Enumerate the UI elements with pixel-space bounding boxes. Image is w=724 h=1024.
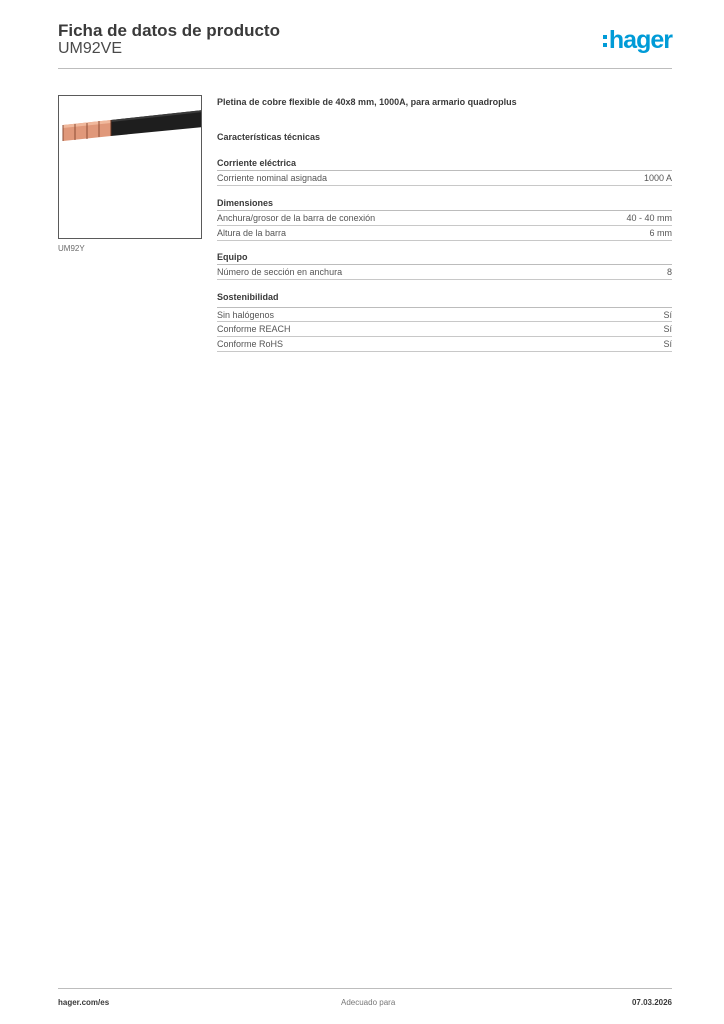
header-divider [58, 68, 672, 69]
spec-value: 40 - 40 mm [626, 213, 672, 223]
product-details [217, 96, 672, 352]
spec-label: Sin halógenos [217, 310, 275, 320]
technical-characteristics-title: Características técnicas [217, 132, 321, 142]
page-footer [58, 998, 672, 1010]
logo-text: hager [608, 25, 672, 54]
logo-dots-icon [603, 35, 607, 47]
spec-row [217, 226, 672, 241]
spec-group-title: Dimensiones [217, 197, 672, 211]
spec-group-electrical [217, 157, 672, 186]
spec-label: Conforme RoHS [217, 339, 284, 349]
spec-row [217, 265, 672, 280]
footer-divider [58, 988, 672, 989]
spec-row [217, 171, 672, 186]
spec-label: Corriente nominal asignada [217, 173, 328, 183]
footer-suitable-for: Adecuado para [341, 998, 396, 1007]
spec-label: Conforme REACH [217, 324, 291, 334]
page-header [58, 20, 672, 70]
product-description: Pletina de cobre flexible de 40x8 mm, 1000A, para armario quadroplus [217, 97, 517, 107]
spec-group-title: Equipo [217, 251, 672, 265]
spec-value: Sí [663, 339, 672, 349]
spec-label: Anchura/grosor de la barra de conexión [217, 213, 376, 223]
spec-row [217, 322, 672, 337]
hager-logo [603, 26, 672, 54]
spec-group-title: Sostenibilidad [217, 292, 279, 302]
document-title: Ficha de datos de producto [58, 21, 280, 40]
spec-group-equipment [217, 251, 672, 280]
spec-label: Altura de la barra [217, 228, 287, 238]
spec-group-dimensions [217, 197, 672, 241]
spec-label: Número de sección en anchura [217, 267, 343, 277]
spec-value: 8 [666, 267, 672, 277]
spec-row [217, 307, 672, 322]
copper-busbar-icon [59, 96, 202, 239]
spec-value: 6 mm [649, 228, 672, 238]
spec-value: Sí [663, 324, 672, 334]
spec-group-sustainability [217, 291, 672, 352]
spec-group-title: Corriente eléctrica [217, 157, 672, 171]
spec-value: Sí [663, 310, 672, 320]
product-code: UM92VE [58, 40, 123, 57]
spec-row [217, 337, 672, 352]
footer-date: 07.03.2026 [631, 998, 672, 1007]
product-image [58, 95, 202, 239]
footer-website-link[interactable]: hager.com/es [58, 998, 110, 1007]
spec-value: 1000 A [643, 173, 672, 183]
image-caption: UM92Y [58, 244, 85, 253]
spec-row [217, 211, 672, 226]
